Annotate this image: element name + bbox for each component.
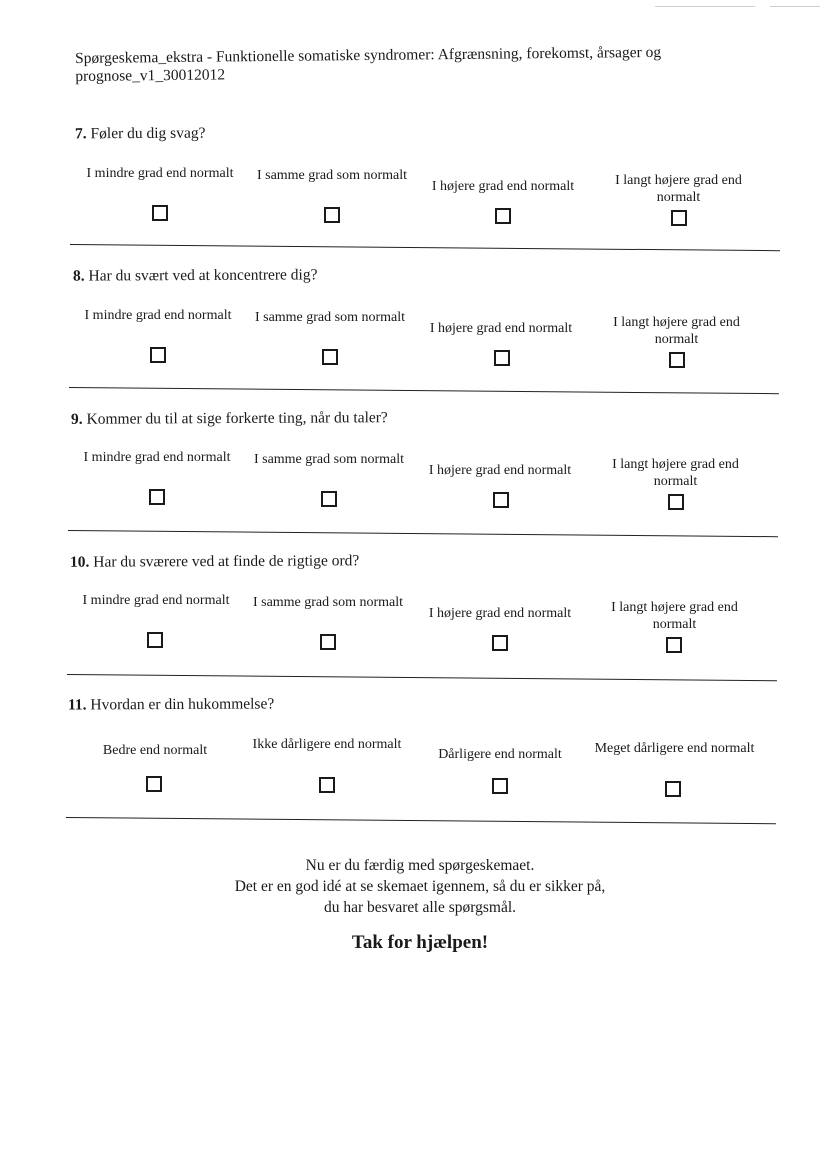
- closing-line-1: Nu er du færdig med spørgeskemaet.: [305, 857, 535, 874]
- answer-checkbox[interactable]: [493, 492, 509, 508]
- option-label: Dårligere end normalt: [438, 747, 562, 762]
- question-number: 9.: [70, 410, 83, 428]
- option-label: I samme grad som normalt: [256, 168, 408, 183]
- answer-checkbox[interactable]: [322, 349, 338, 365]
- answer-checkbox[interactable]: [668, 494, 684, 510]
- checkbox-icon[interactable]: [319, 777, 335, 793]
- answer-checkbox[interactable]: [146, 776, 162, 792]
- answer-checkbox[interactable]: [150, 347, 166, 363]
- checkbox-icon[interactable]: [150, 347, 166, 363]
- checkbox-icon[interactable]: [320, 634, 336, 650]
- option-label: I mindre grad end normalt: [84, 308, 232, 323]
- question-7: [0, 120, 827, 260]
- header-line-1: Spørgeskema_ekstra - Funktionelle somatiske syndromer: Afgrænsning, forekomst, årsager og: [75, 43, 662, 67]
- answer-checkbox[interactable]: [492, 778, 508, 794]
- checkbox-icon[interactable]: [492, 635, 508, 651]
- option-label: I mindre grad end normalt: [83, 450, 231, 465]
- checkbox-icon[interactable]: [671, 210, 687, 226]
- checkbox-icon[interactable]: [324, 207, 340, 223]
- answer-checkbox[interactable]: [320, 634, 336, 650]
- question-text: Har du sværere ved at finde de rigtige ord?: [93, 552, 360, 571]
- scan-artifact-line: [655, 6, 755, 7]
- option-label: I langt højere grad end normalt: [615, 173, 742, 205]
- checkbox-icon[interactable]: [495, 208, 511, 224]
- answer-checkbox[interactable]: [319, 777, 335, 793]
- answer-checkbox[interactable]: [495, 208, 511, 224]
- checkbox-icon[interactable]: [149, 489, 165, 505]
- question-title: [70, 552, 359, 572]
- question-text: Har du svært ved at koncentrere dig?: [88, 266, 318, 285]
- question-text: Hvordan er din hukommelse?: [90, 695, 275, 714]
- checkbox-icon[interactable]: [494, 350, 510, 366]
- checkbox-icon[interactable]: [147, 632, 163, 648]
- question-number: 11.: [67, 696, 87, 714]
- question-number: 7.: [74, 125, 87, 143]
- answer-checkbox[interactable]: [492, 635, 508, 651]
- answer-checkbox[interactable]: [321, 491, 337, 507]
- header-line-2: prognose_v1_30012012: [75, 66, 226, 85]
- option-label: I højere grad end normalt: [431, 179, 575, 194]
- option-label: Bedre end normalt: [102, 743, 208, 758]
- option-label: I samme grad som normalt: [253, 452, 405, 467]
- option-label: I langt højere grad end normalt: [612, 457, 739, 489]
- option-label: I samme grad som normalt: [252, 595, 404, 610]
- option-label: I højere grad end normalt: [429, 321, 573, 336]
- option-label: I højere grad end normalt: [428, 463, 572, 478]
- checkbox-icon[interactable]: [322, 349, 338, 365]
- answer-checkbox[interactable]: [494, 350, 510, 366]
- checkbox-icon[interactable]: [146, 776, 162, 792]
- checkbox-icon[interactable]: [665, 781, 681, 797]
- option-label: I langt højere grad end normalt: [613, 315, 740, 347]
- question-text: Føler du dig svag?: [90, 124, 206, 143]
- answer-checkbox[interactable]: [669, 352, 685, 368]
- question-title: [73, 266, 318, 285]
- answer-checkbox[interactable]: [671, 210, 687, 226]
- checkbox-icon[interactable]: [152, 205, 168, 221]
- question-title: [68, 695, 274, 714]
- closing-line-3: du har besvaret alle spørgsmål.: [323, 899, 517, 916]
- answer-checkbox[interactable]: [666, 637, 682, 653]
- checkbox-icon[interactable]: [492, 778, 508, 794]
- answer-checkbox[interactable]: [324, 207, 340, 223]
- option-label: I højere grad end normalt: [428, 606, 572, 621]
- question-title: [75, 125, 206, 144]
- question-text: Kommer du til at sige forkerte ting, når du taler?: [86, 409, 388, 428]
- question-11: [0, 690, 827, 830]
- checkbox-icon[interactable]: [493, 492, 509, 508]
- checkbox-icon[interactable]: [669, 352, 685, 368]
- option-label: Ikke dårligere end normalt: [252, 737, 402, 752]
- option-label: I samme grad som normalt: [254, 310, 406, 325]
- answer-checkbox[interactable]: [152, 205, 168, 221]
- option-label: Meget dårligere end normalt: [594, 741, 755, 756]
- answer-checkbox[interactable]: [147, 632, 163, 648]
- checkbox-icon[interactable]: [666, 637, 682, 653]
- closing-line-2: Det er en god idé at se skemaet igennem, så du er sikker på,: [234, 878, 606, 895]
- option-label: I mindre grad end normalt: [82, 593, 230, 608]
- answer-checkbox[interactable]: [665, 781, 681, 797]
- thanks-heading: Tak for hjælpen!: [351, 932, 489, 953]
- scan-artifact-line: [770, 6, 820, 7]
- document-header: [75, 43, 735, 86]
- checkbox-icon[interactable]: [321, 491, 337, 507]
- question-number: 8.: [72, 267, 85, 285]
- question-number: 10.: [69, 553, 90, 571]
- question-title: [71, 409, 388, 429]
- question-9: [0, 404, 827, 544]
- answer-checkbox[interactable]: [149, 489, 165, 505]
- question-8: [0, 262, 827, 402]
- option-label: I mindre grad end normalt: [86, 166, 234, 181]
- question-10: [0, 547, 827, 687]
- checkbox-icon[interactable]: [668, 494, 684, 510]
- option-label: I langt højere grad end normalt: [611, 600, 738, 632]
- closing-message: [160, 855, 680, 918]
